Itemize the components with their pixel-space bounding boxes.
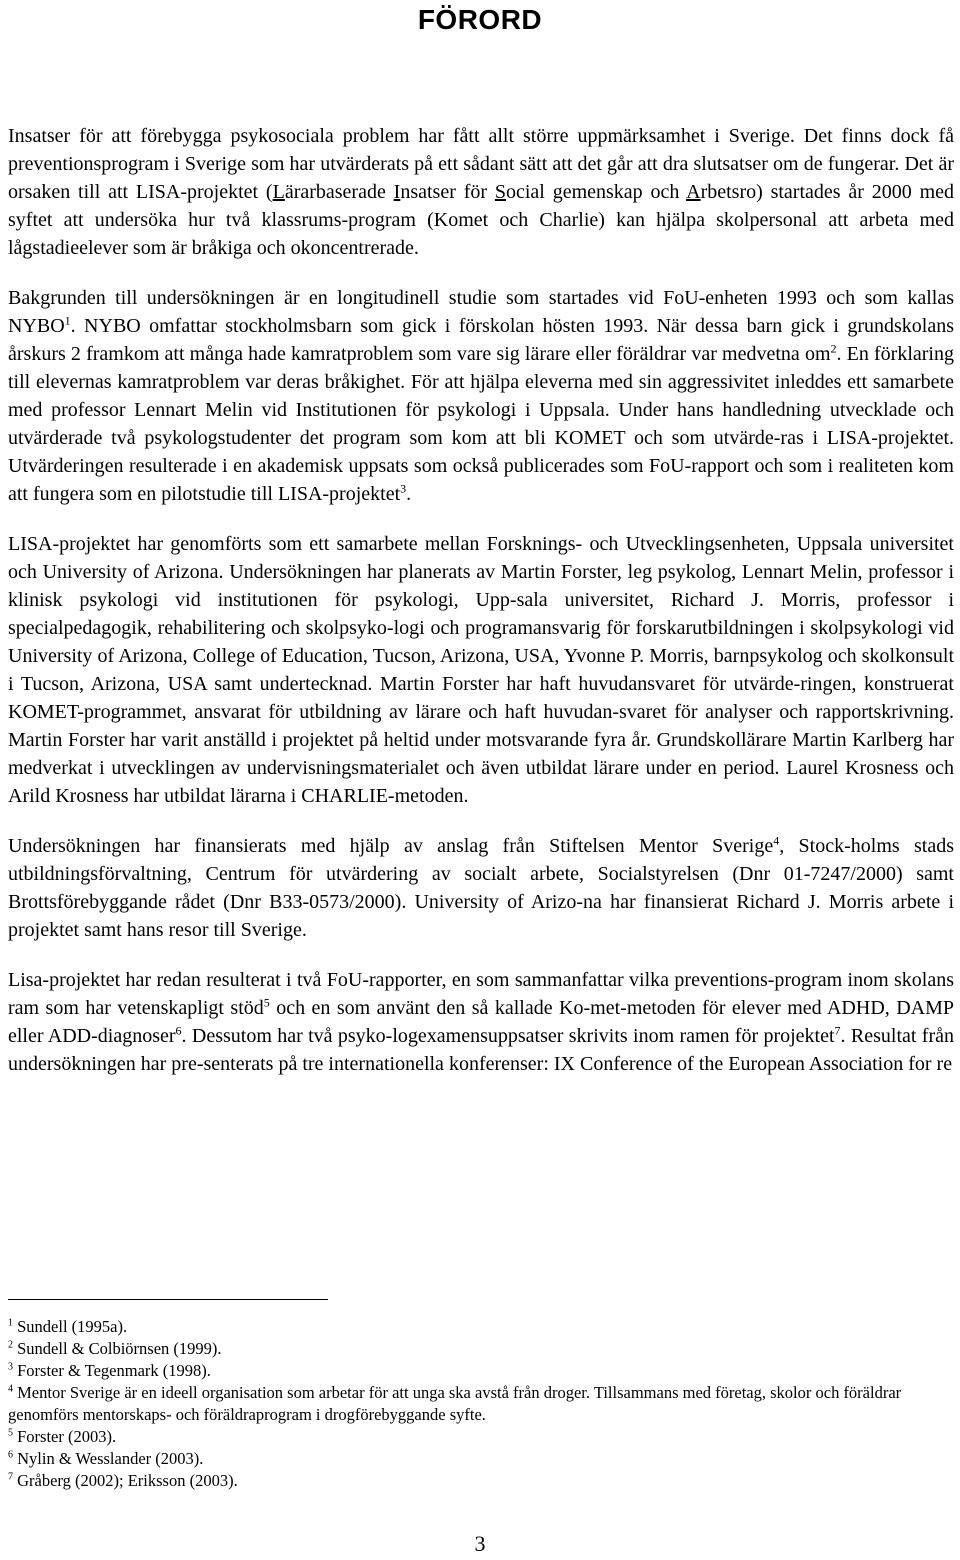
page-title: FÖRORD (417, 4, 543, 35)
footnote-text: Nylin & Wesslander (2003). (13, 1449, 204, 1468)
footnote-text: Sundell (1995a). (13, 1317, 128, 1336)
text-run: . Resultat från undersökningen har pre-senterats på tre internationella konferenser: IX Conference of the European Association for re (8, 1025, 954, 1075)
footnote-number: 1 (8, 1317, 13, 1329)
footnote-number: 5 (8, 1427, 13, 1439)
page-number: 3 (474, 1531, 486, 1556)
footnote (8, 1470, 954, 1492)
text-run: Lisa-projektet har redan resulterat i två FoU-rapporter, en som sammanfattar vilka preventions-program inom skolans ram som har vetenskapligt stöd (8, 969, 954, 1019)
underlined-letter: S (494, 181, 506, 203)
text-run: rbetsro) startades år 2000 med syftet att undersöka hur två klassrums-program (Komet och Charlie) kan hjälpa skolpersonal att arbeta med lågstadieelever som är bråkiga och okoncentrerade. (8, 181, 955, 259)
footnotes (8, 1316, 954, 1492)
paragraph-5 (8, 966, 954, 1078)
text-run: nsatser för (400, 181, 495, 203)
paragraph-3: LISA-projektet har genomförts som ett samarbete mellan Forsknings- och Utvecklingsenheten, Uppsala universitet och University of Arizona. Undersökningen har planerats av Martin Forster, leg psykolog, Lennart Melin, professor i klinisk psykologi vid institutionen för psykologi, Upp-sala universitet, Richard J. Morris, professor i specialpedagogik, rehabilitering och skolpsyko-logi och programansvarig för forskarutbildningen i skolpsykologi vid University of Arizona, College of Education, Tucson, Arizona, USA, Yvonne P. Morris, barnpsykolog och skolkonsult i Tucson, Arizona, USA samt undertecknad. Martin Forster har haft huvudansvaret för utvärde-ringen, konstruerat KOMET-programmet, ansvarat för utbildning av lärare och haft huvudan-svaret för analyser och rapportskrivning. Martin Forster har varit anställd i projektet på heltid under motsvarande fyra år. Grundskollärare Martin Karlberg har medverkat i utvecklingen av undervisningsmaterialet och även utbildat lärare under en period. Laurel Krosness och Arild Krosness har utbildat lärarna i CHARLIE-metoden. (8, 533, 954, 807)
paragraph-2 (8, 284, 954, 508)
footnote (8, 1360, 954, 1382)
footnote (8, 1316, 954, 1338)
text-run: , Stock-holms stads utbildningsförvaltning, Centrum för utvärdering av socialt arbete, Socialstyrelsen (Dnr 01-7247/2000) samt Brottsförebyggande rådet (Dnr B33-0573/2000). University of Arizo-na har finansierat Richard J. Morris arbete i projektet samt hans resor till Sverige. (8, 835, 954, 941)
footnote-ref: 1 (64, 313, 71, 328)
footnote-number: 4 (8, 1383, 13, 1395)
paragraph-1 (8, 122, 954, 262)
footnote-ref: 6 (175, 1023, 182, 1038)
footnote-ref: 5 (263, 995, 270, 1010)
underlined-letter: L (272, 181, 285, 203)
footnote-number: 6 (8, 1449, 13, 1461)
text-run: Bakgrunden till undersökningen är en longitudinell studie som startades vid FoU-enheten 1993 och som kallas NYBO (8, 287, 954, 337)
footnote-text: Sundell & Colbiörnsen (1999). (13, 1339, 222, 1358)
text-run: . (406, 483, 412, 505)
footnote-text: Forster & Tegenmark (1998). (13, 1361, 211, 1380)
text-run: Undersökningen har finansierats med hjälp av anslag från Stiftelsen Mentor Sverige (8, 835, 774, 857)
underlined-letter: I (393, 181, 401, 203)
text-run: ärarbaserade (284, 181, 394, 203)
footnote-ref: 7 (834, 1023, 841, 1038)
footnote (8, 1448, 954, 1470)
footnote-text: Forster (2003). (13, 1427, 117, 1446)
footnote-divider (8, 1299, 328, 1300)
footnote (8, 1338, 954, 1360)
footnote (8, 1426, 954, 1448)
footnote-number: 2 (8, 1339, 13, 1351)
footnote-number: 3 (8, 1361, 13, 1373)
paragraph-4 (8, 832, 954, 944)
text-run: . En förklaring till elevernas kamratproblem var deras bråkighet. För att hjälpa eleverna med sin aggressivitet inleddes ett samarbete med professor Lennart Melin vid Institutionen för psykologi i Uppsala. Under hans handledning utvecklade och utvärderade två psykologstudenter det program som kom att bli KOMET och som utvärde-ras i LISA-projektet. Utvärderingen resulterade i en akademisk uppsats som också publicerades som FoU-rapport och som i realiteten kom att fungera som en pilotstudie till LISA-projektet (8, 343, 954, 505)
footnote-text: Gråberg (2002); Eriksson (2003). (13, 1471, 238, 1490)
footnote-number: 7 (8, 1471, 13, 1483)
footnote-ref: 4 (773, 833, 780, 848)
text-run: Insatser för att förebygga psykosociala problem har fått allt större uppmärksamhet i Sverige. Det finns dock få preventionsprogram i Sverige som har utvärderats på ett sådant sätt att det går att dra slutsatser om de fungerar. Det är orsaken till att LISA-projektet ( (8, 125, 954, 203)
text-run: ocial gemenskap och (506, 181, 687, 203)
text-run: . Dessutom har två psyko-logexamensuppsatser skrivits inom ramen för projektet (181, 1025, 835, 1047)
footnote-ref: 2 (830, 341, 837, 356)
body-text (8, 122, 954, 1100)
footnote (8, 1382, 954, 1426)
underlined-letter: A (686, 181, 701, 203)
text-run: . NYBO omfattar stockholmsbarn som gick i förskolan hösten 1993. När dessa barn gick i grundskolans årskurs 2 framkom att många hade kamratproblem som vare sig lärare eller föräldrar var medvetna om (8, 315, 954, 365)
footnote-ref: 3 (400, 481, 407, 496)
footnote-text: Mentor Sverige är en ideell organisation som arbetar för att unga ska avstå från droger. Tillsammans med företag, skolor och föräldrar genomförs mentorskaps- och föräldraprogram i drogförebyggande syfte. (8, 1383, 902, 1424)
text-run: och en som använt den så kallade Ko-met-metoden för elever med ADHD, DAMP eller ADD-diagnoser (8, 997, 955, 1047)
